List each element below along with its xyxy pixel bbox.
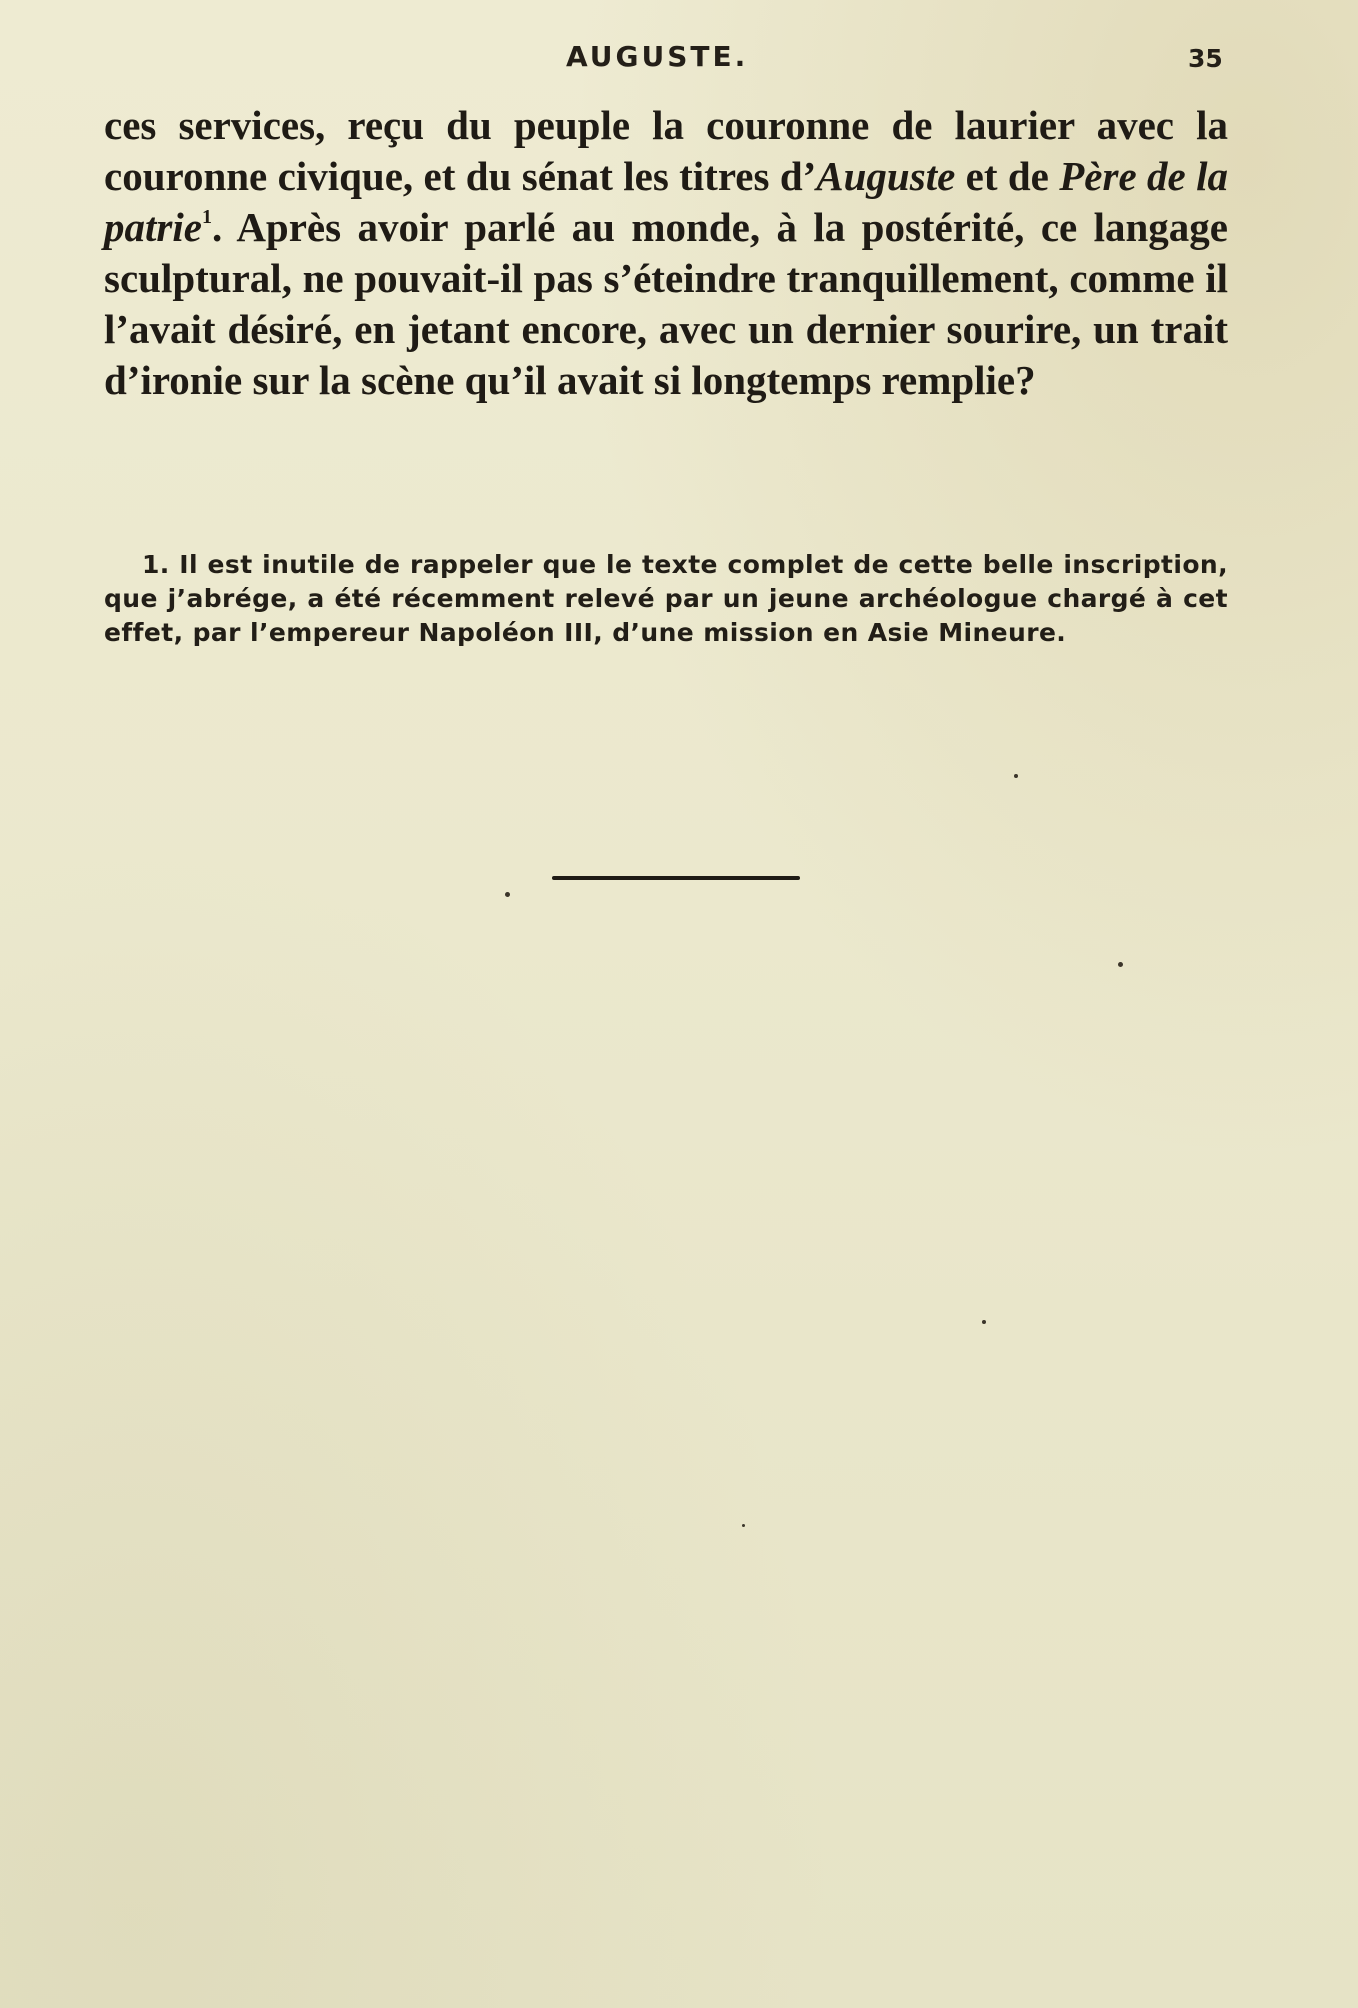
end-of-chapter-rule bbox=[552, 876, 800, 880]
body-text-segment: ces services, reçu du peuple la couronne de laurier avec la couronne civique, et du sénat les titres d’ bbox=[104, 102, 1228, 199]
ink-speck bbox=[982, 1320, 986, 1324]
ink-speck bbox=[505, 892, 510, 897]
page-number: 35 bbox=[1188, 44, 1223, 73]
running-head bbox=[0, 40, 1358, 80]
italic-title-auguste: Auguste bbox=[816, 153, 956, 199]
body-text-segment: et de bbox=[955, 153, 1060, 199]
footnote: 1. Il est inutile de rappeler que le texte complet de cette belle inscription, que j’abrége, a été récemment relevé par un jeune archéologue chargé à cet effet, par l’empereur Napoléon III, d’une mission en Asie Mineure. bbox=[104, 550, 1228, 647]
italic-title-pere-de-la-patrie: Père de la patrie bbox=[104, 153, 1228, 250]
ink-speck bbox=[742, 1524, 745, 1527]
running-title: AUGUSTE. bbox=[566, 40, 749, 73]
body-text-segment: . Après avoir parlé au monde, à la postérité, ce langage sculptural, ne pouvait-il pas s’éteindre tranquillement, comme il l’avait désiré, en jetant encore, avec un dernier sourire, un trait d’ironie sur la scène qu’il avait si longtemps remplie? bbox=[104, 204, 1228, 403]
footnote-reference: 1 bbox=[201, 206, 212, 228]
ink-speck bbox=[1014, 774, 1018, 778]
body-paragraph bbox=[104, 100, 1228, 406]
ink-speck bbox=[1118, 962, 1123, 967]
